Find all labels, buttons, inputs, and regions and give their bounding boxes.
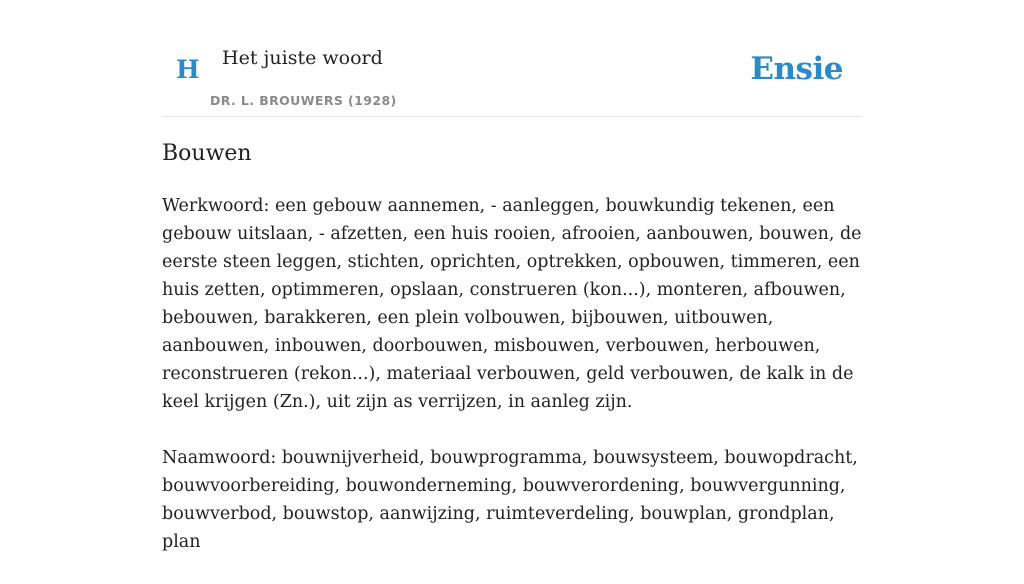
entry-title: Bouwen [162, 141, 252, 166]
page [162, 0, 862, 552]
book-header [162, 0, 862, 117]
book-title[interactable]: Het juiste woord [222, 47, 383, 69]
ensie-logo-link[interactable]: Ensie [750, 51, 843, 87]
entry-body [162, 192, 862, 584]
book-logo[interactable]: H [176, 55, 200, 84]
entry-paragraph-naamwoord: Naamwoord: bouwnijverheid, bouwprogramma, bouwsysteem, bouwopdracht, bouwvoorbereiding, bouwonderneming, bouwverordening, bouwvergunning, bouwverbod, bouwstop, aanwijzing, ruimteverdeling, bouwplan, grondplan, plan [162, 448, 858, 552]
entry-paragraph-werkwoord: Werkwoord: een gebouw aannemen, - aanleggen, bouwkundig tekenen, een gebouw uitslaan, - afzetten, een huis rooien, afrooien, aanbouwen, bouwen, de eerste steen leggen, stichten, oprichten, optrekken, opbouwen, timmeren, een huis zetten, optimmeren, opslaan, construeren (kon...), monteren, afbouwen, bebouwen, barakkeren, een plein volbouwen, bijbouwen, uitbouwen, aanbouwen, inbouwen, doorbouwen, misbouwen, verbouwen, herbouwen, reconstrueren (rekon...), materiaal verbouwen, geld verbouwen, de kalk in de keel krijgen (Zn.), uit zijn as verrijzen, in aanleg zijn. [162, 196, 862, 412]
book-author: DR. L. BROUWERS (1928) [210, 93, 397, 108]
